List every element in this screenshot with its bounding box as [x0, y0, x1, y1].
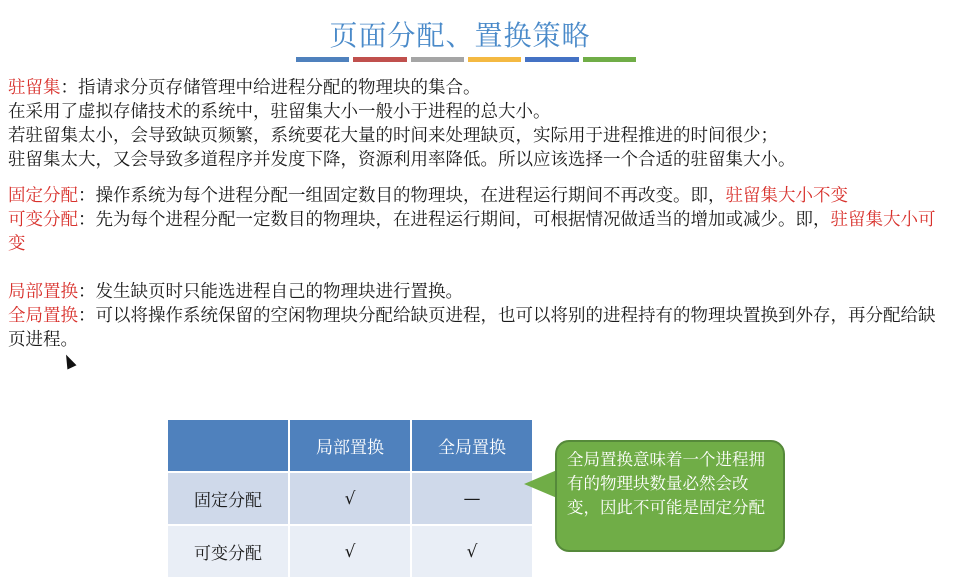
table-cell: 固定分配 [167, 472, 289, 525]
resident-set-definition: 驻留集：指请求分页存储管理中给进程分配的物理块的集合。 [8, 78, 481, 98]
title-bar [525, 57, 578, 62]
table-header-row [167, 419, 533, 472]
term-global-replacement: 全局置换 [8, 306, 78, 326]
term-local-replacement: 局部置换 [8, 282, 78, 302]
table-cell: √ [289, 525, 411, 578]
title-color-bars [296, 57, 636, 63]
term-variable-allocation: 可变分配 [8, 210, 78, 230]
callout-pointer [524, 470, 557, 498]
table-row [167, 525, 533, 578]
title-bar [468, 57, 521, 62]
strategy-comparison-table [166, 418, 534, 579]
term-fixed-allocation: 固定分配 [8, 186, 78, 206]
table-cell: √ [411, 525, 533, 578]
table-cell: √ [289, 472, 411, 525]
table-header-cell: 全局置换 [411, 419, 533, 472]
table-cell: 可变分配 [167, 525, 289, 578]
variable-allocation-definition: 可变分配：先为每个进程分配一定数目的物理块，在进程运行期间，可根据情况做适当的增加或减少。即，驻留集大小可变 [8, 210, 936, 254]
local-replacement-definition: 局部置换：发生缺页时只能选进程自己的物理块进行置换。 [8, 282, 463, 302]
resident-set-size-note: 在采用了虚拟存储技术的系统中，驻留集大小一般小于进程的总大小。 [8, 102, 551, 122]
mouse-cursor-icon [62, 353, 77, 370]
title-bar [411, 57, 464, 62]
fixed-allocation-definition: 固定分配：操作系统为每个进程分配一组固定数目的物理块，在进程运行期间不再改变。即，驻留集大小不变 [8, 186, 848, 206]
resident-set-too-small: 若驻留集太小，会导致缺页频繁，系统要花大量的时间来处理缺页，实际用于进程推进的时间很少； [8, 126, 778, 146]
emph-size-unchanged: 驻留集大小不变 [725, 186, 848, 206]
page-title: 页面分配、置换策略 [329, 19, 591, 52]
term-resident-set: 驻留集 [8, 78, 61, 98]
table-row [167, 472, 533, 525]
title-bar [296, 57, 349, 62]
table-header-cell [167, 419, 289, 472]
title-bar [353, 57, 406, 62]
emph-size-variable: 驻留集大小可变 [8, 210, 936, 254]
table-cell: — [411, 472, 533, 525]
callout-note: 全局置换意味着一个进程拥有的物理块数量必然会改变，因此不可能是固定分配 [555, 440, 785, 552]
title-bar [583, 57, 636, 62]
global-replacement-definition: 全局置换：可以将操作系统保留的空闲物理块分配给缺页进程，也可以将别的进程持有的物理块置换到外存，再分配给缺页进程。 [8, 306, 936, 350]
slide-content [8, 76, 948, 352]
resident-set-too-large: 驻留集太大，又会导致多道程序并发度下降，资源利用率降低。所以应该选择一个合适的驻留集大小。 [8, 150, 796, 170]
table-header-cell: 局部置换 [289, 419, 411, 472]
